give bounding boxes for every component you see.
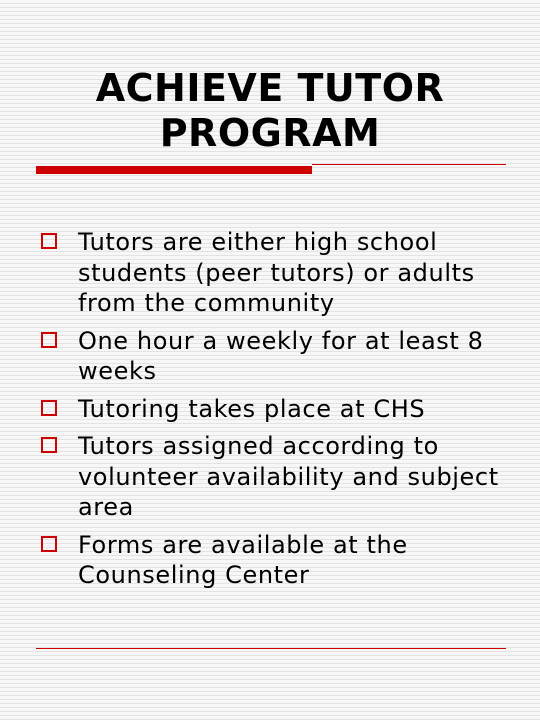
title-underline-thick bbox=[36, 166, 312, 174]
bullet-item bbox=[40, 394, 520, 425]
hollow-square-bullet-icon bbox=[41, 400, 57, 416]
bullet-text: Forms are available at the Counseling Center bbox=[78, 530, 408, 589]
bullet-text: Tutors are either high school students (peer tutors) or adults from the community bbox=[78, 228, 475, 317]
bullet-text: Tutoring takes place at CHS bbox=[78, 394, 426, 423]
bullet-item bbox=[40, 326, 520, 387]
hollow-square-bullet-icon bbox=[41, 536, 57, 552]
slide-title-line-2: PROGRAM bbox=[159, 111, 381, 155]
bullet-text: One hour a weekly for at least 8 weeks bbox=[78, 326, 484, 385]
slide-title bbox=[40, 66, 500, 156]
slide-title-line-1: ACHIEVE TUTOR bbox=[95, 66, 445, 110]
footer-divider bbox=[36, 648, 506, 649]
hollow-square-bullet-icon bbox=[41, 233, 57, 249]
hollow-square-bullet-icon bbox=[41, 332, 57, 348]
bullet-text: Tutors assigned according to volunteer availability and subject area bbox=[78, 432, 499, 521]
title-underline-thin bbox=[312, 164, 506, 165]
bullet-item bbox=[40, 431, 520, 523]
hollow-square-bullet-icon bbox=[41, 437, 57, 453]
bullet-item bbox=[40, 530, 520, 591]
bullet-list bbox=[40, 227, 520, 598]
bullet-item bbox=[40, 227, 520, 319]
